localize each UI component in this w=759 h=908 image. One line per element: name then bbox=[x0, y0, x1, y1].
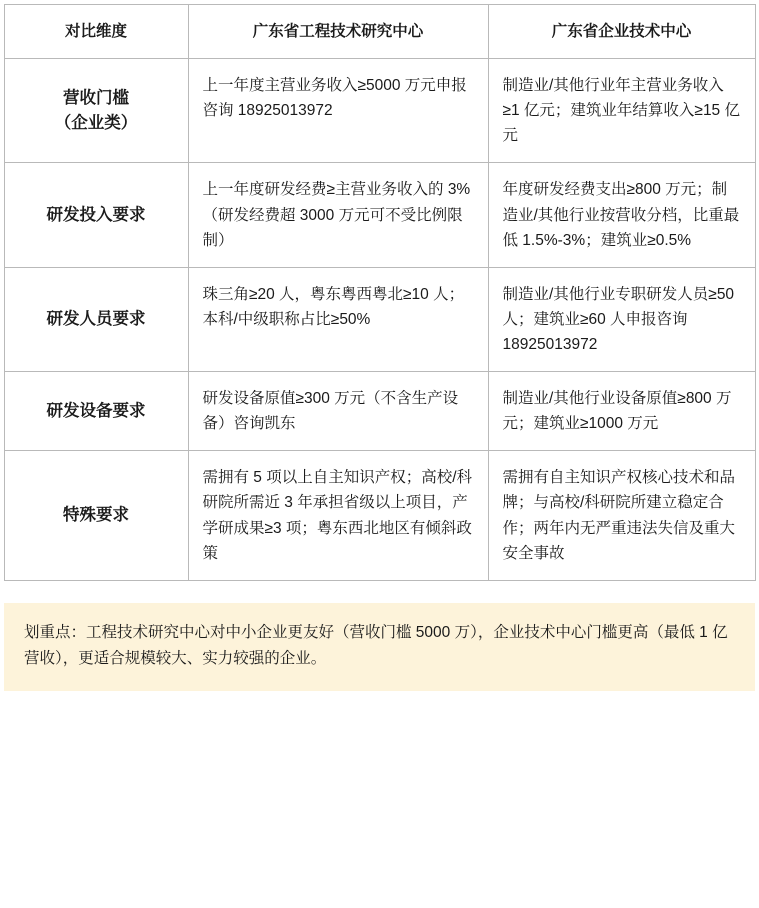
cell-enterprise-center: 需拥有自主知识产权核心技术和品牌；与高校/科研院所建立稳定合作；两年内无严重违法失信及重大安全事故 bbox=[488, 451, 755, 580]
header-cell-enterprise-center: 广东省企业技术中心 bbox=[488, 5, 755, 59]
row-dimension-label bbox=[4, 267, 188, 371]
cell-enterprise-center: 年度研发经费支出≥800 万元；制造业/其他行业按营收分档，比重最低 1.5%-3%；建筑业≥0.5% bbox=[488, 163, 755, 267]
table-row bbox=[4, 59, 755, 163]
header-cell-engineering-center: 广东省工程技术研究中心 bbox=[188, 5, 488, 59]
table-body bbox=[4, 59, 755, 581]
cell-engineering-center: 珠三角≥20 人，粤东粤西粤北≥10 人；本科/中级职称占比≥50% bbox=[188, 267, 488, 371]
dimension-line: 研发人员要求 bbox=[46, 310, 146, 329]
dimension-line: （企业类） bbox=[54, 113, 138, 132]
comparison-table bbox=[4, 4, 756, 581]
dimension-line: 营收门槛 bbox=[63, 89, 129, 108]
row-dimension-label bbox=[4, 59, 188, 163]
dimension-line: 研发投入要求 bbox=[46, 205, 146, 224]
row-dimension-label bbox=[4, 372, 188, 451]
highlight-note: 划重点：工程技术研究中心对中小企业更友好（营收门槛 5000 万），企业技术中心门槛更高（最低 1 亿营收），更适合规模较大、实力较强的企业。 bbox=[4, 603, 755, 691]
table-row bbox=[4, 451, 755, 580]
table-header-row bbox=[4, 5, 755, 59]
row-dimension-label bbox=[4, 163, 188, 267]
cell-engineering-center: 需拥有 5 项以上自主知识产权；高校/科研院所需近 3 年承担省级以上项目，产学研成果≥3 项；粤东西北地区有倾斜政策 bbox=[188, 451, 488, 580]
cell-enterprise-center: 制造业/其他行业年主营业务收入≥1 亿元；建筑业年结算收入≥15 亿元 bbox=[488, 59, 755, 163]
dimension-line: 研发设备要求 bbox=[46, 401, 146, 420]
row-dimension-label bbox=[4, 451, 188, 580]
table-header bbox=[4, 5, 755, 59]
document-page bbox=[0, 4, 759, 908]
cell-engineering-center: 上一年度主营业务收入≥5000 万元申报咨询 18925013972 bbox=[188, 59, 488, 163]
table-row bbox=[4, 163, 755, 267]
header-cell-dimension: 对比维度 bbox=[4, 5, 188, 59]
cell-enterprise-center: 制造业/其他行业设备原值≥800 万元；建筑业≥1000 万元 bbox=[488, 372, 755, 451]
dimension-line: 特殊要求 bbox=[63, 506, 129, 525]
table-row bbox=[4, 372, 755, 451]
table-row bbox=[4, 267, 755, 371]
cell-engineering-center: 上一年度研发经费≥主营业务收入的 3%（研发经费超 3000 万元可不受比例限制） bbox=[188, 163, 488, 267]
cell-engineering-center: 研发设备原值≥300 万元（不含生产设备）咨询凯东 bbox=[188, 372, 488, 451]
cell-enterprise-center: 制造业/其他行业专职研发人员≥50 人；建筑业≥60 人申报咨询 18925013972 bbox=[488, 267, 755, 371]
